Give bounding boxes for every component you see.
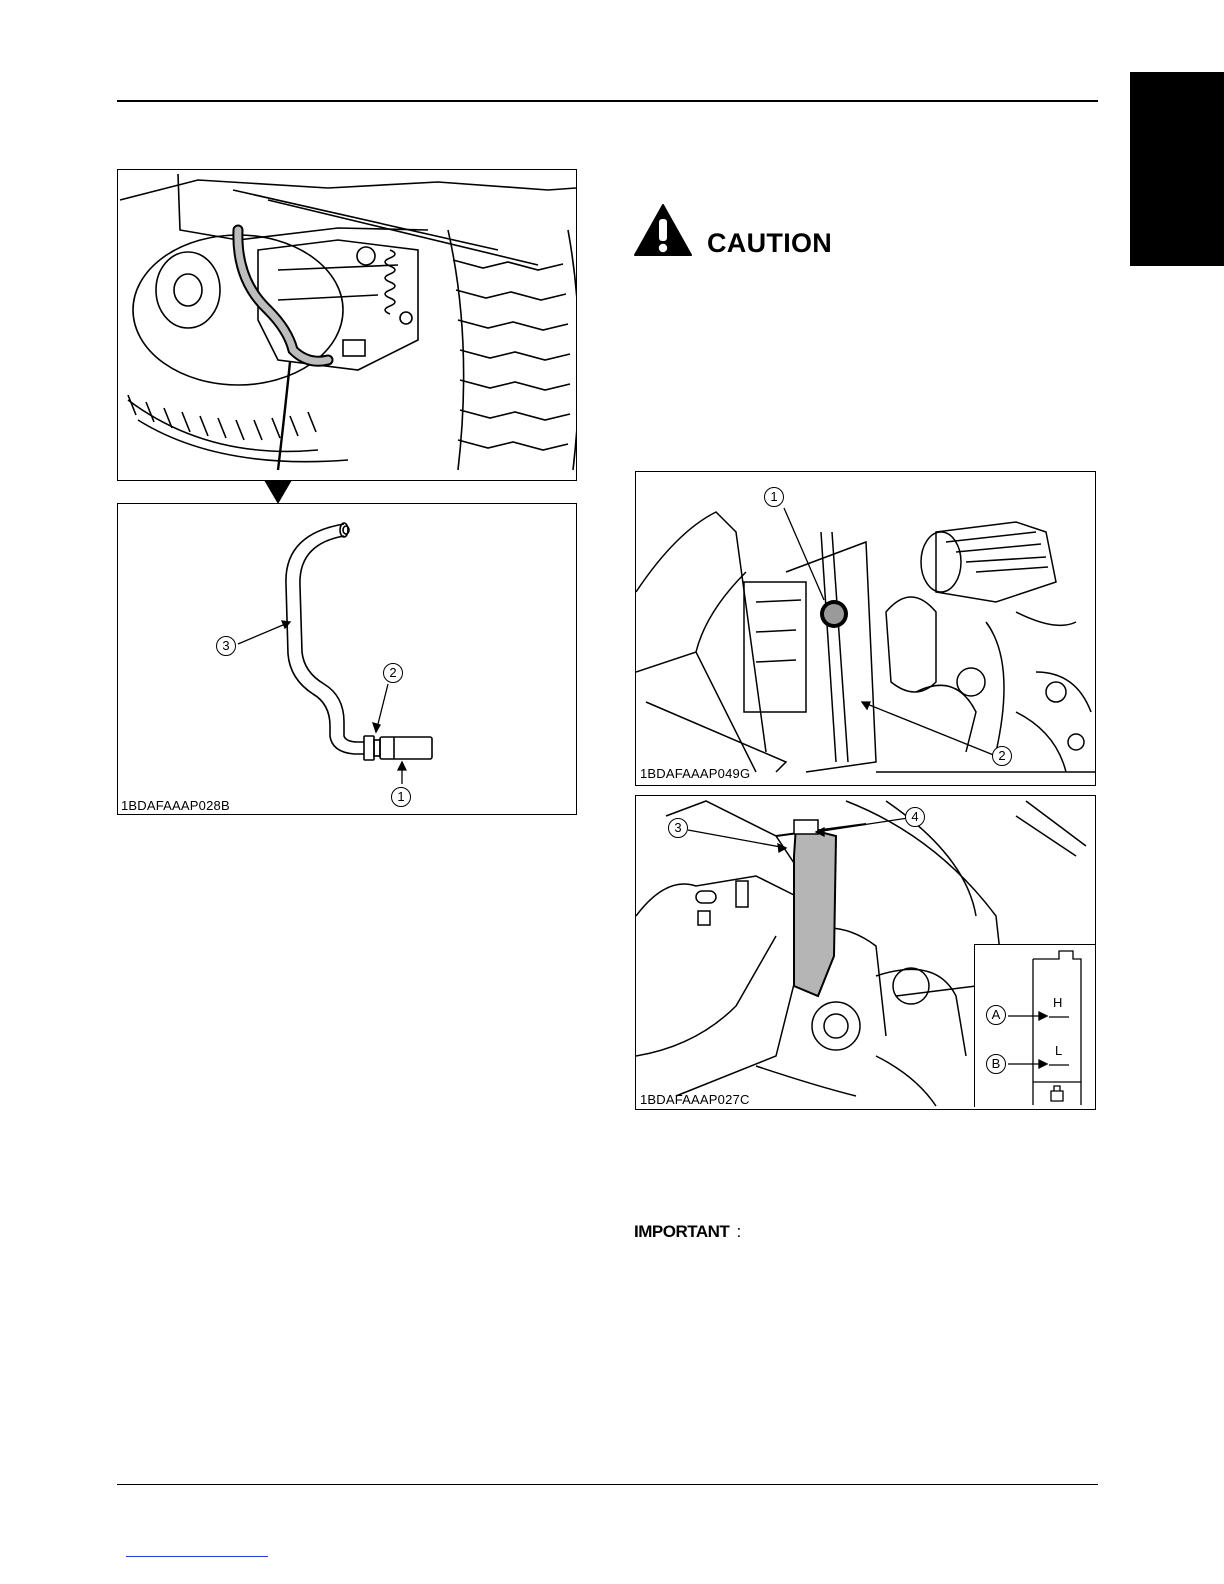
footer-rule (117, 1484, 1098, 1485)
figure-code: 1BDAFAAAP028B (121, 798, 230, 813)
figure-code: 1BDAFAAAP049G (640, 766, 751, 781)
figure-rear-drain-overview (117, 169, 577, 481)
down-arrow-icon (258, 474, 298, 506)
figure-coolant-tank (635, 795, 1096, 1110)
important-text: IMPORTANT (634, 1222, 730, 1241)
engine-compartment-illustration (636, 472, 1096, 786)
tractor-underside-illustration (118, 170, 577, 481)
important-label (634, 1222, 741, 1242)
figure-rear-drain-detail (117, 503, 577, 815)
callout-3: 3 (668, 818, 688, 838)
figure-code: 1BDAFAAAP027C (640, 1092, 750, 1107)
caution-heading: CAUTION (707, 228, 833, 258)
callout-2: 2 (992, 746, 1012, 766)
low-level-label: L (1055, 1043, 1063, 1058)
drain-hose-illustration (118, 504, 577, 815)
callout-4: 4 (905, 807, 925, 827)
level-mark-inset (974, 944, 1096, 1107)
level-callout-a: A (986, 1005, 1006, 1025)
callout-2: 2 (383, 663, 403, 683)
callout-3: 3 (216, 636, 236, 656)
important-colon: : (736, 1222, 741, 1241)
footer-link-underline[interactable] (126, 1556, 268, 1557)
warning-triangle-icon (633, 203, 693, 257)
header-rule (117, 100, 1098, 102)
level-callout-b: B (986, 1054, 1006, 1074)
high-level-label: H (1053, 995, 1063, 1010)
callout-1: 1 (764, 487, 784, 507)
callout-1: 1 (391, 787, 411, 807)
reservoir-tank-icon (975, 945, 1096, 1107)
section-tab (1130, 72, 1224, 266)
figure-engine-top (635, 471, 1096, 786)
